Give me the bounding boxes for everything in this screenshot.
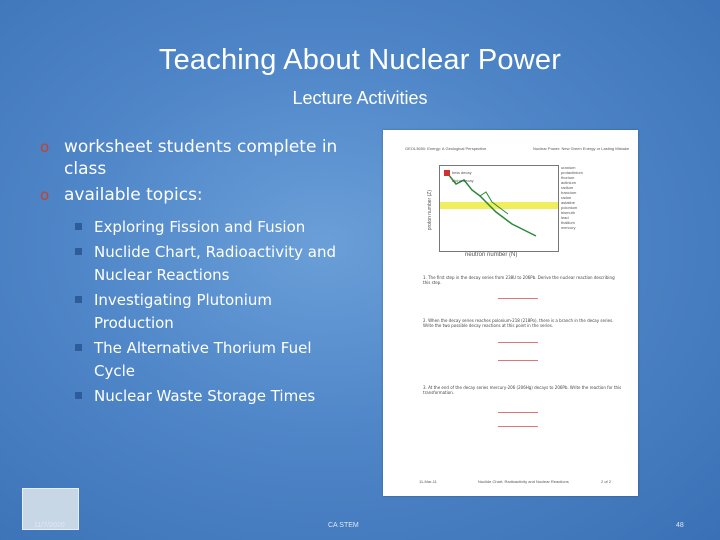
x-axis-label: neutron number (N) [465,252,518,258]
topic-item [40,337,350,383]
worksheet-footer-right: 2 of 2 [601,479,612,484]
bullet-list [40,136,350,410]
worksheet-footer-left: 11-Mar-11 [419,479,437,484]
element-label: actinium [561,180,576,185]
topic-text: The Alternative Thorium Fuel Cycle [94,339,312,380]
legend-beta: beta decay [452,170,472,175]
topic-text: Investigating Plutonium Production [94,291,273,332]
worksheet-image [383,130,638,496]
element-label: astatine [561,200,576,205]
worksheet-footer-mid: Nuclide Chart, Radioactivity and Nuclear Reactions [478,479,569,484]
element-label: thallium [561,220,575,225]
circle-bullet-icon: o [40,186,50,204]
element-label: radium [561,185,574,190]
square-bullet-icon [75,392,82,399]
worksheet-question-3: 3. At the end of the decay series mercury-206 (206Hg) decays to 206Pb. Write the reaction for this transformation. [423,385,622,395]
circle-bullet-icon: o [40,138,50,156]
bullet-item [40,136,350,180]
element-label: polonium [561,205,578,210]
slide-title: Teaching About Nuclear Power [158,44,562,76]
topic-text: Nuclide Chart, Radioactivity and Nuclear Reactions [94,243,337,284]
y-axis-label: proton number (Z) [427,190,433,231]
square-bullet-icon [75,248,82,255]
element-label: uranium [561,165,576,170]
bullet-text: worksheet students complete in class [64,137,338,179]
square-bullet-icon [75,344,82,351]
topic-item [40,216,350,239]
topic-item [40,385,350,408]
bullet-text: available topics: [64,185,203,205]
slide-subtitle: Lecture Activities [292,88,428,108]
footer-date: 11/7/2020 [34,522,65,529]
answer-line [498,426,538,433]
worksheet-question-1: 1. The first step in the decay series from 238U to 206Pb. Derive the nuclear reaction describing this step. [423,275,615,285]
element-label: radon [561,195,572,200]
element-list [561,165,621,230]
worksheet-header-left: GEOL3650: Energy: A Geological Perspective [405,146,487,151]
element-label: thorium [561,175,575,180]
legend-alpha: alpha decay [452,178,474,183]
worksheet-header-right: Nuclear Power: New Green Energy or Lasting Mistake [533,146,630,151]
answer-line [498,298,538,305]
footer-page-number: 48 [676,522,684,529]
element-label: francium [561,190,577,195]
topic-text: Nuclear Waste Storage Times [94,387,316,405]
nuclide-chart [439,165,559,252]
square-bullet-icon [75,296,82,303]
answer-line [498,360,538,367]
bullet-item [40,184,350,206]
topic-text: Exploring Fission and Fusion [94,218,306,236]
element-label: protactinium [561,170,583,175]
element-label: lead [561,215,569,220]
square-bullet-icon [75,223,82,230]
element-label: bismuth [561,210,576,215]
worksheet-question-2: 2. When the decay series reaches polonium-218 (218Po), there is a branch in the decay series. Write the two possible decay reactions at this point in the series. [423,318,614,328]
topic-item [40,289,350,335]
answer-line [498,412,538,419]
footer-center: CA STEM [328,522,359,529]
element-label: mercury [561,225,576,230]
answer-line [498,342,538,349]
topic-item [40,241,350,287]
